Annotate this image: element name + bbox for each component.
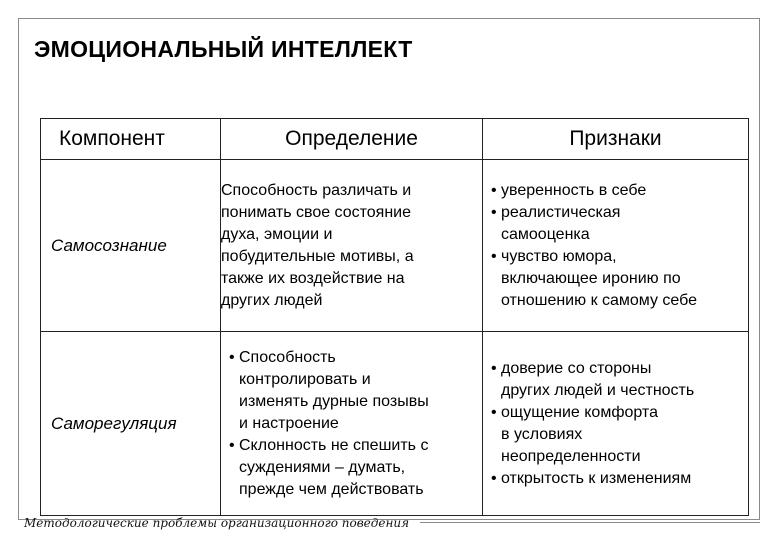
definition-line: понимать свое состояние — [221, 203, 412, 221]
page-title: ЭМОЦИОНАЛЬНЫЙ ИНТЕЛЛЕКТ — [34, 36, 413, 62]
list-item-line: • ощущение комфорта — [501, 403, 658, 421]
list-item — [491, 402, 742, 468]
list-item — [491, 202, 742, 246]
column-header-definition: Определение — [221, 119, 483, 160]
signs-cell — [483, 160, 749, 332]
column-header-component: Компонент — [41, 119, 221, 160]
list-item-line: неопределенности — [501, 447, 641, 465]
component-cell: Самосознание — [41, 160, 221, 332]
list-item-line: включающее иронию по — [501, 269, 681, 287]
definition-list — [221, 347, 482, 501]
column-header-signs: Признаки — [483, 119, 749, 160]
table-row — [41, 160, 749, 332]
list-item-line: и настроение — [239, 414, 339, 432]
list-item-line: • уверенность в себе — [501, 181, 647, 199]
definition-line: других людей — [221, 291, 323, 309]
table-header-row — [41, 119, 749, 160]
list-item-line: в условиях — [501, 425, 583, 443]
signs-cell — [483, 332, 749, 516]
signs-list — [483, 358, 748, 490]
list-item-line: • Склонность не спешить с — [239, 436, 429, 454]
footer-divider — [420, 522, 760, 523]
list-item-line: • открытость к изменениям — [501, 469, 692, 487]
footer-caption: Методологические проблемы организационного поведения — [24, 516, 410, 530]
list-item — [491, 468, 742, 490]
list-item — [229, 435, 476, 501]
definition-line: побудительные мотивы, а — [221, 247, 414, 265]
list-item — [229, 347, 476, 435]
list-item-line: самооценка — [501, 225, 590, 243]
signs-list — [483, 180, 748, 312]
list-item — [491, 358, 742, 402]
definition-line: духа, эмоции и — [221, 225, 333, 243]
component-cell: Саморегуляция — [41, 332, 221, 516]
emotional-intelligence-table — [40, 118, 749, 516]
table-row — [41, 332, 749, 516]
list-item-line: • Способность — [239, 348, 336, 366]
list-item-line: прежде чем действовать — [239, 480, 424, 498]
list-item-line: изменять дурные позывы — [239, 392, 429, 410]
definition-line: Способность различать и — [221, 181, 412, 199]
list-item — [491, 180, 742, 202]
list-item-line: отношению к самому себе — [501, 291, 698, 309]
list-item-line: • чувство юмора, — [501, 247, 617, 265]
definition-cell — [221, 160, 483, 332]
list-item — [491, 246, 742, 312]
list-item-line: контролировать и — [239, 370, 371, 388]
list-item-line: суждениями – думать, — [239, 458, 406, 476]
definition-line: также их воздействие на — [221, 269, 405, 287]
list-item-line: других людей и честность — [501, 381, 695, 399]
definition-cell — [221, 332, 483, 516]
list-item-line: • доверие со стороны — [501, 359, 652, 377]
list-item-line: • реалистическая — [501, 203, 621, 221]
